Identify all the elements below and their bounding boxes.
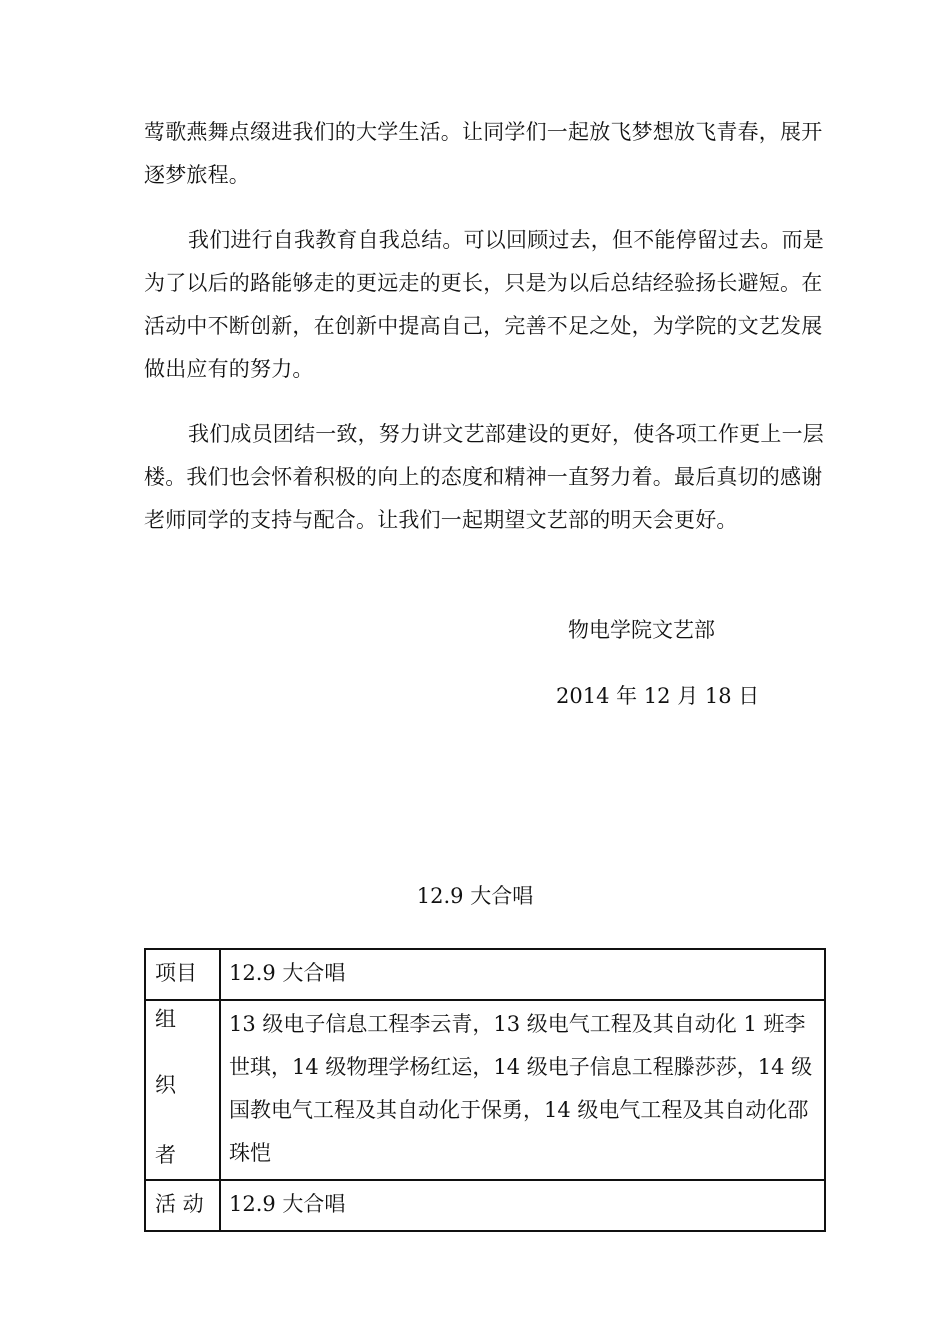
row-value-organizers: 13 级电子信息工程李云青，13 级电气工程及其自动化 1 班李世琪，14 级物理学杨红运，14 级电子信息工程滕莎莎，14 级国教电气工程及其自动化于保勇，14 级电气工程及其自动化邵珠恺 xyxy=(220,1000,825,1180)
table-row xyxy=(145,1180,825,1231)
paragraph-3: 我们成员团结一致，努力讲文艺部建设的更好，使各项工作更上一层楼。我们也会怀着积极的向上的态度和精神一直努力着。最后真切的感谢老师同学的支持与配合。让我们一起期望文艺部的明天会更好。 xyxy=(144,422,824,532)
paragraph-1: 莺歌燕舞点缀进我们的大学生活。让同学们一起放飞梦想放飞青春，展开逐梦旅程。 xyxy=(144,120,823,187)
table-title: 12.9 大合唱 xyxy=(416,884,534,908)
label-char: 者 xyxy=(155,1143,176,1167)
paragraph-2: 我们进行自我教育自我总结。可以回顾过去，但不能停留过去。而是为了以后的路能够走的更远走的更长，只是为以后总结经验扬长避短。在活动中不断创新，在创新中提高自己，完善不足之处，为学院的文艺发展做出应有的努力。 xyxy=(144,228,824,381)
label-char: 织 xyxy=(155,1073,176,1097)
label-char: 组 xyxy=(155,1007,176,1031)
row-label-activity: 活 动 xyxy=(145,1180,220,1231)
row-label-organizers xyxy=(145,1000,220,1180)
row-value-project: 12.9 大合唱 xyxy=(220,949,825,1000)
info-table xyxy=(144,948,826,1232)
table-row xyxy=(145,1000,825,1180)
signature-organization: 物电学院文艺部 xyxy=(568,618,715,642)
table-row xyxy=(145,949,825,1000)
row-value-activity: 12.9 大合唱 xyxy=(220,1180,825,1231)
row-label-project: 项目 xyxy=(145,949,220,1000)
signature-date: 2014 年 12 月 18 日 xyxy=(556,684,760,708)
